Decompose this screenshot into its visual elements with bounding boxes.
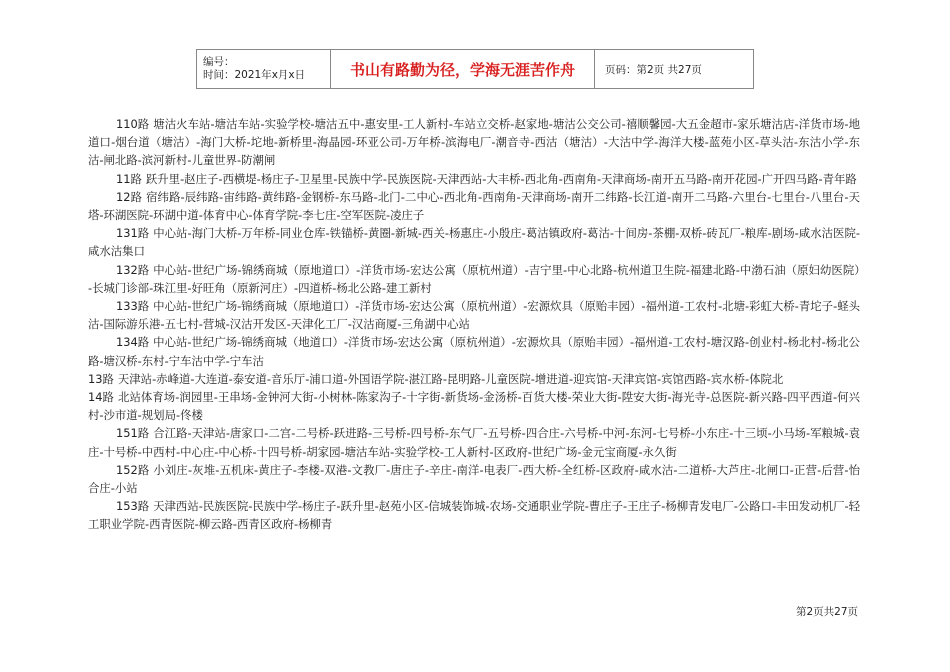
- route-entry: [88, 370, 860, 388]
- route-stops: 跃升里-赵庄子-西横堤-杨庄子-卫星里-民族中学-民族医院-天津西站-大丰桥-西北角-西南角-天津商场-南开五马路-南开花园-广开四马路-青年路: [145, 171, 857, 186]
- route-number: 153路: [116, 499, 150, 514]
- route-stops: 小刘庄-灰堆-五机床-黄庄子-李楼-双港-文教厂-唐庄子-辛庄-南洋-电表厂-西大桥-全红桥-区政府-咸水沽-二道桥-大芦庄-北闸口-正营-后营-怡合庄-小站: [88, 462, 860, 496]
- route-entry: [88, 261, 860, 297]
- route-entry: [88, 115, 860, 170]
- header-page-label: 页码：第2页 共27页: [605, 63, 702, 76]
- route-number: 134路: [116, 335, 150, 350]
- route-list: [88, 115, 860, 534]
- route-entry: [88, 388, 860, 424]
- time-label: 时间：2021年x月x日: [203, 69, 306, 81]
- route-entry: [88, 497, 860, 533]
- header-slogan-cell: [331, 50, 595, 88]
- route-stops: 宿纬路-辰纬路-宙纬路-黄纬路-金钢桥-东马路-北门-二中心-西北角-西南角-天津商场-南开二纬路-长江道-南开二马路-六里台-七里台-八里台-天塔-环湖医院-环湖中道-体育中心-体育学院-李七庄-空军医院-凌庄子: [88, 189, 860, 223]
- route-entry: [88, 461, 860, 497]
- header-info-cell: [197, 50, 331, 88]
- route-entry: [88, 224, 860, 260]
- route-stops: 合江路-天津站-唐家口-二宫-二号桥-跃进路-三号桥-四号桥-东气厂-五号桥-四合庄-六号桥-中河-东河-七号桥-小东庄-十三顷-小马场-军粮城-袁庄-十号桥-中西村-中心庄-中心桥-十四号桥-胡家园-塘沽车站-实验学校-工人新村-区政府-世纪广场-金元宝商厦-永久街: [88, 426, 860, 459]
- header-slogan: 书山有路勤为径，学海无涯苦作舟: [349, 60, 575, 79]
- route-entry: [88, 424, 860, 460]
- route-number: 151路: [116, 426, 150, 441]
- route-entry: [88, 170, 860, 188]
- route-entry: [88, 333, 860, 369]
- route-number: 133路: [116, 299, 150, 314]
- number-label: 编号：: [203, 56, 235, 68]
- route-number: 14路: [88, 390, 114, 405]
- route-entry: [88, 297, 860, 333]
- route-stops: 天津站-赤峰道-大连道-泰安道-音乐厅-浦口道-外国语学院-湛江路-昆明路-儿童医院-增进道-迎宾馆-天津宾馆-宾馆西路-宾水桥-体院北: [117, 371, 784, 386]
- route-entry: [88, 188, 860, 224]
- route-number: 13路: [88, 371, 114, 386]
- route-number: 132路: [116, 262, 150, 277]
- route-stops: 北站体育场-润园里-王串场-金钟河大街-小树林-陈家沟子-十字街-新货场-金汤桥-百货大楼-荣业大街-陞安大街-海光寺-总医院-新兴路-四平西道-何兴村-沙市道-规划局-佟楼: [88, 390, 860, 423]
- header-page-cell: [595, 50, 753, 88]
- route-number: 152路: [116, 462, 150, 477]
- route-number: 110路: [116, 117, 150, 131]
- route-stops: 中心站-世纪广场-锦绣商城（原地道口）-洋货市场-宏达公寓（原杭州道）-宏源炊具（原贻丰园）-福州道-工农村-北塘-彩虹大桥-青坨子-蛏头沽-国际游乐港-五七村-营城-汉沽开发区-天津化工厂-汉沽商厦-三角湖中心站: [88, 299, 861, 332]
- route-number: 12路: [116, 189, 143, 204]
- route-number: 11路: [116, 171, 142, 186]
- route-stops: 中心站-海门大桥-万年桥-同业仓库-铁锚桥-黄圈-新城-西关-杨惠庄-小殷庄-葛沽镇政府-葛沽-十间房-茶棚-双桥-砖瓦厂-粮库-剧场-咸水沽医院-咸水沽集口: [88, 226, 860, 259]
- footer-page-info: 第2页共27页: [795, 606, 858, 618]
- route-stops: 中心站-世纪广场-锦绣商城（原地道口）-洋货市场-宏达公寓（原杭州道）-吉宁里-中心北路-杭州道卫生院-福建北路-中渤石油（原妇幼医院）-长城门诊部-珠江里-好旺角（原新河庄）-四道桥-杨北公路-建工新村: [88, 262, 860, 295]
- route-stops: 塘沽火车站-塘沽车站-实验学校-塘沽五中-惠安里-工人新村-车站立交桥-赵家地-塘沽公交公司-禧顺馨园-大五金超市-家乐塘沽店-洋货市场-地道口-烟台道（塘沽）-海门大桥-坨地-新桥里-海晶园-环亚公司-万年桥-滨海电厂-潮音寺-西沽（塘沽）-大沽中学-海洋大楼-蓝苑小区-草头沽-东沽小学-东沽-闸北路-滨河新村-儿童世界-防潮闸: [88, 117, 860, 168]
- page-header: [196, 49, 754, 89]
- route-stops: 中心站-世纪广场-锦绣商城（地道口）-洋货市场-宏达公寓（原杭州道）-宏源炊具（原贻丰园）-福州道-工农村-塘汉路-创业村-杨北村-杨北公路-塘汉桥-东村-宁车沽中学-宁车沽: [88, 335, 861, 368]
- page-footer: [796, 604, 858, 619]
- route-number: 131路: [116, 226, 150, 241]
- route-stops: 天津西站-民族医院-民族中学-杨庄子-跃升里-赵苑小区-信城装饰城-农场-交通职业学院-曹庄子-王庄子-杨柳青发电厂-公路口-丰田发动机厂-轻工职业学院-西青医院-柳云路-西青区政府-杨柳青: [88, 499, 860, 532]
